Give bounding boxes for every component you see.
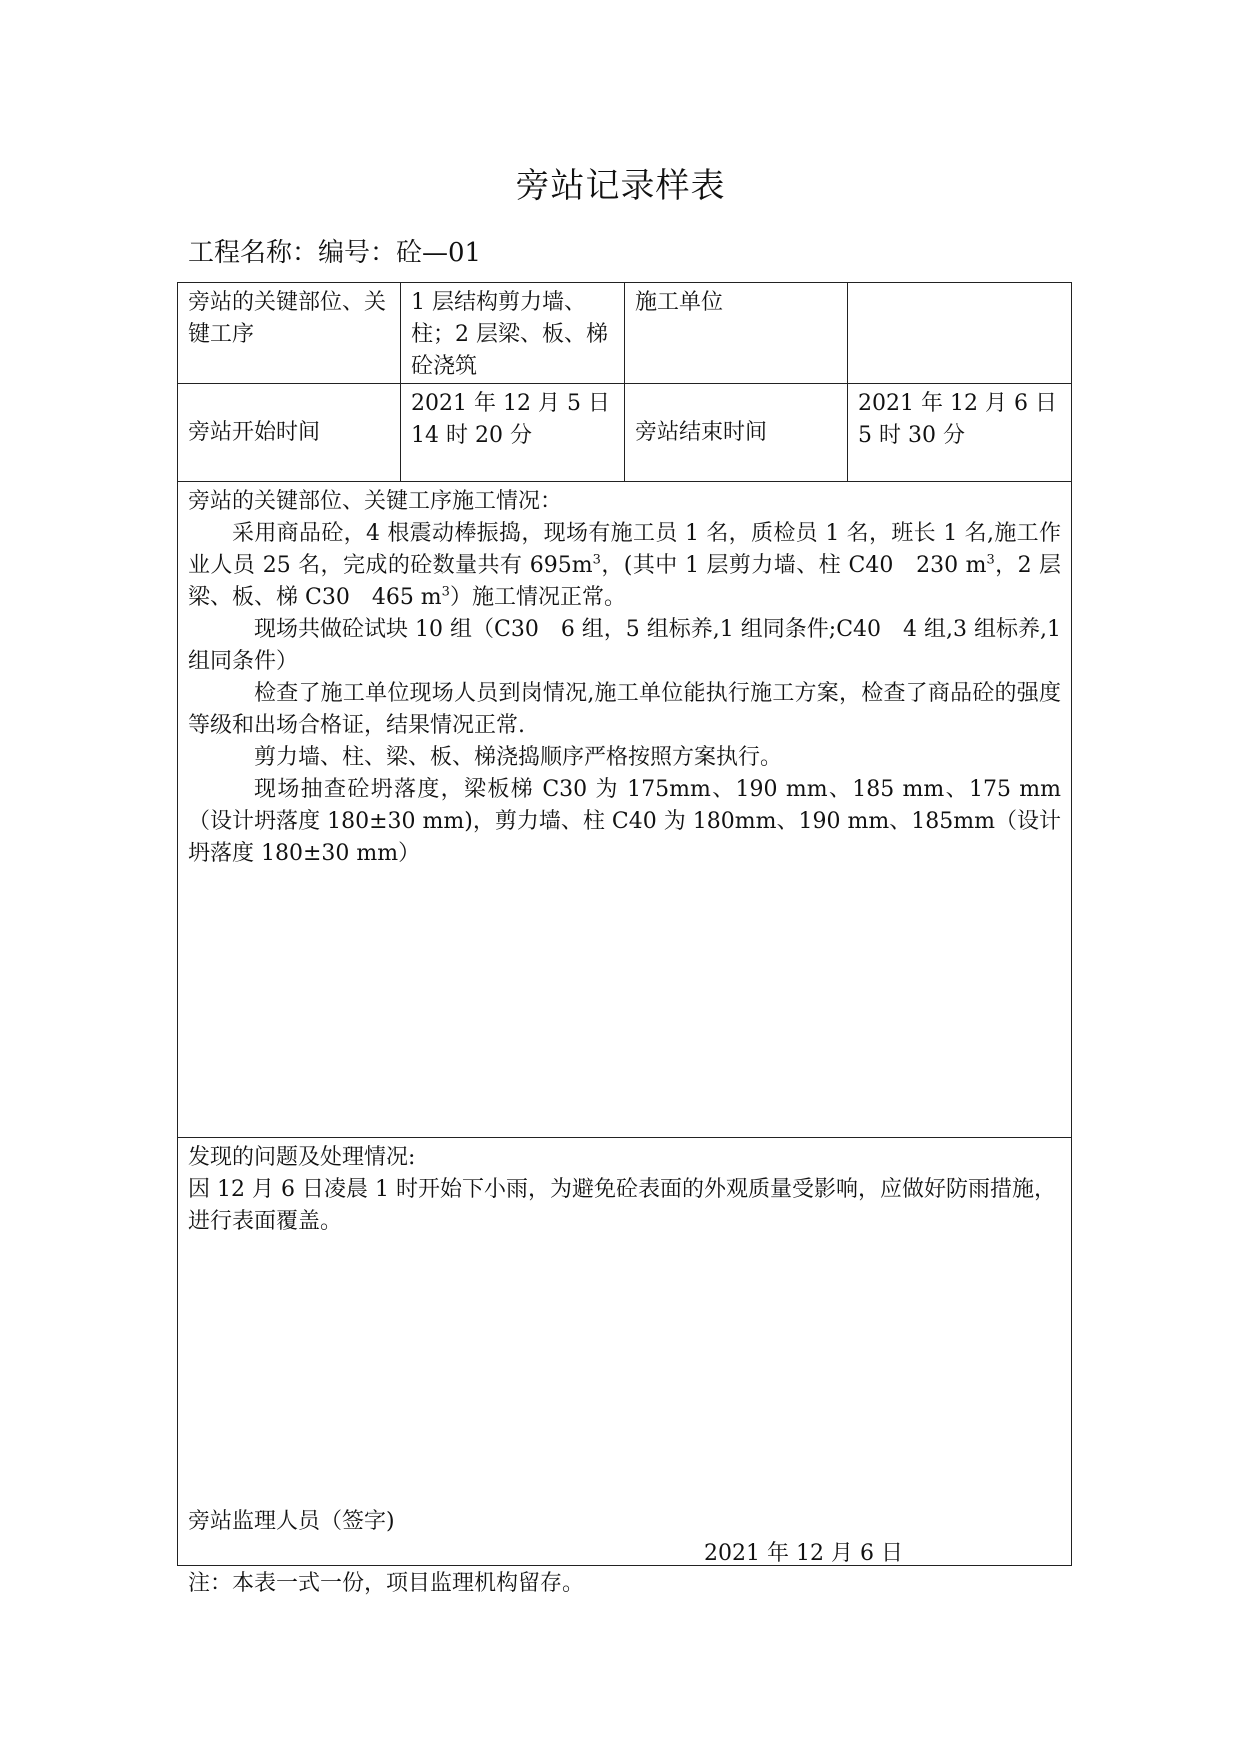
end-time-label: 旁站结束时间 xyxy=(625,384,848,482)
signature-label: 旁站监理人员（签字) xyxy=(188,1509,395,1534)
issues-text: 因 12 月 6 日凌晨 1 时开始下小雨，为避免砼表面的外观质量受影响，应做好防雨措施，进行表面覆盖。 xyxy=(188,1177,1056,1234)
superscript: 3 xyxy=(441,584,450,600)
table-row xyxy=(178,384,1072,482)
table-row xyxy=(178,283,1072,384)
signature-date: 2021 年 12 月 6 日 xyxy=(704,1541,903,1566)
issues-heading: 发现的问题及处理情况: xyxy=(188,1145,416,1170)
start-clock: 14 时 20 分 xyxy=(411,423,532,448)
document-title: 旁站记录样表 xyxy=(515,166,726,206)
p1-part-a: 采用商品砼，4 根震动棒振捣，现场有施工员 1 名，质检员 1 名，班长 1 名,施工作业人员 25 名，完成的砼数量共有 695m xyxy=(188,521,1061,578)
situation-paragraph-3: 检查了施工单位现场人员到岗情况,施工单位能执行施工方案，检查了商品砼的强度等级和出场合格证，结果情况正常. xyxy=(188,681,1061,738)
start-time-value xyxy=(401,384,625,482)
p1-part-b: ，(其中 1 层剪力墙、柱 C40 230 m xyxy=(600,553,987,578)
construction-situation-cell xyxy=(178,482,1072,1138)
p1-part-d: ）施工情况正常。 xyxy=(449,585,626,610)
key-part-label: 旁站的关键部位、关键工序 xyxy=(178,283,401,384)
contractor-value xyxy=(848,283,1072,384)
p1-part-c: ，2 层梁、板、梯 C30 465 m xyxy=(188,553,1062,610)
end-date: 2021 年 12 月 6 日 xyxy=(858,391,1057,416)
contractor-label: 施工单位 xyxy=(625,283,848,384)
key-part-value: 1 层结构剪力墙、柱；2 层梁、板、梯砼浇筑 xyxy=(401,283,625,384)
project-name-and-number: 工程名称：编号：砼—01 xyxy=(188,238,482,268)
end-time-value xyxy=(848,384,1072,482)
start-date: 2021 年 12 月 5 日 xyxy=(411,391,610,416)
situation-heading: 旁站的关键部位、关键工序施工情况： xyxy=(188,489,563,514)
superscript: 3 xyxy=(592,552,601,568)
situation-paragraph-5: 现场抽查砼坍落度，梁板梯 C30 为 175mm、190 mm、185 mm、175 mm（设计坍落度 180±30 mm)，剪力墙、柱 C40 为 180mm、190 mm、185mm（设计坍落度 180±30 mm） xyxy=(188,777,1061,866)
supervision-record-table xyxy=(177,282,1072,1566)
issues-cell xyxy=(178,1138,1072,1566)
situation-paragraph-2: 现场共做砼试块 10 组（C30 6 组，5 组标养,1 组同条件;C40 4 组,3 组标养,1 组同条件） xyxy=(188,617,1061,674)
table-row xyxy=(178,1138,1072,1566)
superscript: 3 xyxy=(986,552,995,568)
footnote: 注：本表一式一份，项目监理机构留存。 xyxy=(188,1571,585,1596)
table-row xyxy=(178,482,1072,1138)
end-clock: 5 时 30 分 xyxy=(858,423,965,448)
situation-paragraph-4: 剪力墙、柱、梁、板、梯浇捣顺序严格按照方案执行。 xyxy=(254,745,783,770)
start-time-label: 旁站开始时间 xyxy=(178,384,401,482)
situation-paragraph-1 xyxy=(188,518,1061,614)
